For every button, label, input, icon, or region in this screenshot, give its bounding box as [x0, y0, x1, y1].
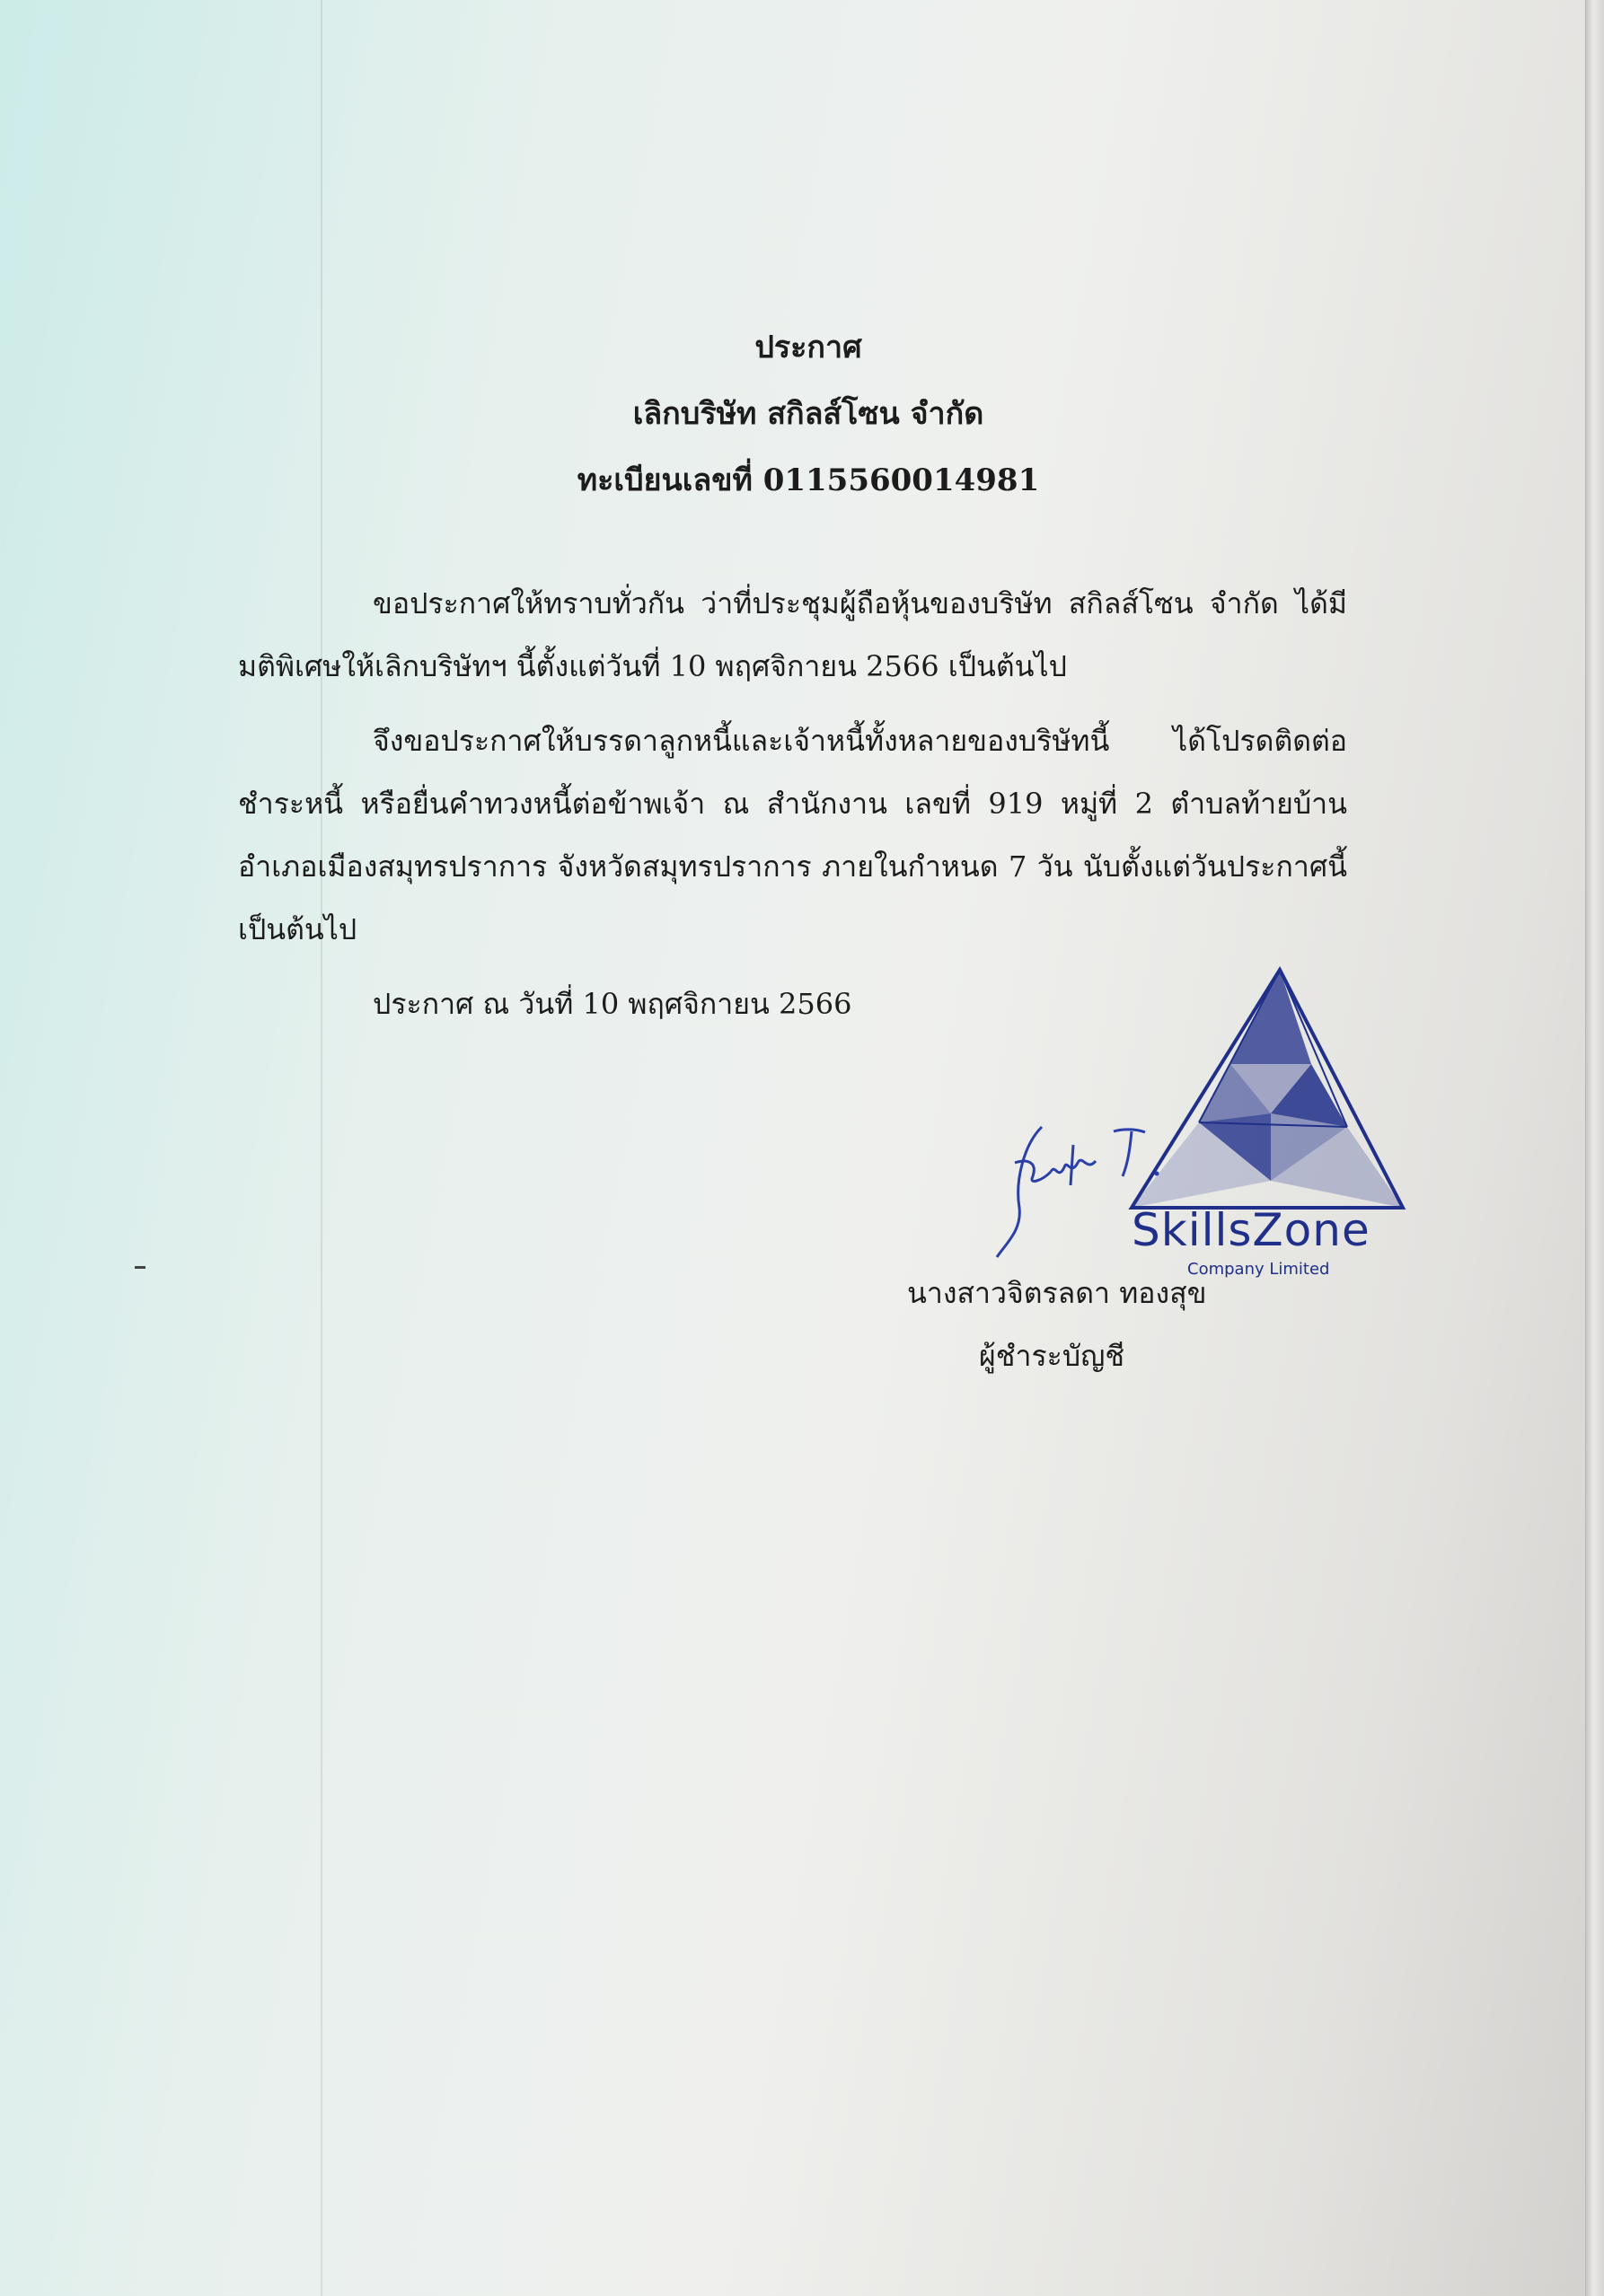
paragraph-creditors: จึงขอประกาศให้บรรดาลูกหนี้และเจ้าหนี้ทั้งหลายของบริษัทนี้ ได้โปรดติดต่อชำระหนี้ หรือยื่นคำทวงหนี้ต่อข้าพเจ้า ณ สำนักงาน เลขที่ 919 หมู่ที่ 2 ตำบลท้ายบ้าน อำเภอเมืองสมุทรปราการ จังหวัดสมุทรปราการ ภายในกำหนด 7 วัน นับตั้งแต่วันประกาศนี้เป็นต้นไป	[238, 724, 1347, 946]
paragraph-dissolution: ขอประกาศให้ทราบทั่วกัน ว่าที่ประชุมผู้ถือหุ้นของบริษัท สกิลส์โซน จำกัด ได้มีมติพิเศษให้เลิกบริษัทฯ นี้ตั้งแต่วันที่ 10 พฤศจิกายน 2566 เป็นต้นไป	[238, 586, 1347, 683]
announcement-title: ประกาศ	[754, 330, 862, 365]
announcement-date: ประกาศ ณ วันที่ 10 พฤศจิกายน 2566	[373, 987, 852, 1021]
paper-speck	[135, 1266, 145, 1269]
signer-role: ผู้ชำระบัญชี	[979, 1339, 1125, 1373]
signer-name: นางสาวจิตรลดา ทองสุข	[907, 1276, 1207, 1310]
stamp-company-subtitle: Company Limited	[1187, 1260, 1330, 1279]
announcement-subject: เลิกบริษัท สกิลส์โซน จำกัด	[632, 396, 984, 432]
announcement-header	[0, 314, 1604, 514]
stamp-triangle-logo	[1114, 965, 1419, 1235]
company-stamp	[1114, 965, 1419, 1289]
registration-number: ทะเบียนเลขที่ 0115560014981	[577, 462, 1040, 498]
stamp-company-name: SkillsZone	[1132, 1204, 1370, 1256]
